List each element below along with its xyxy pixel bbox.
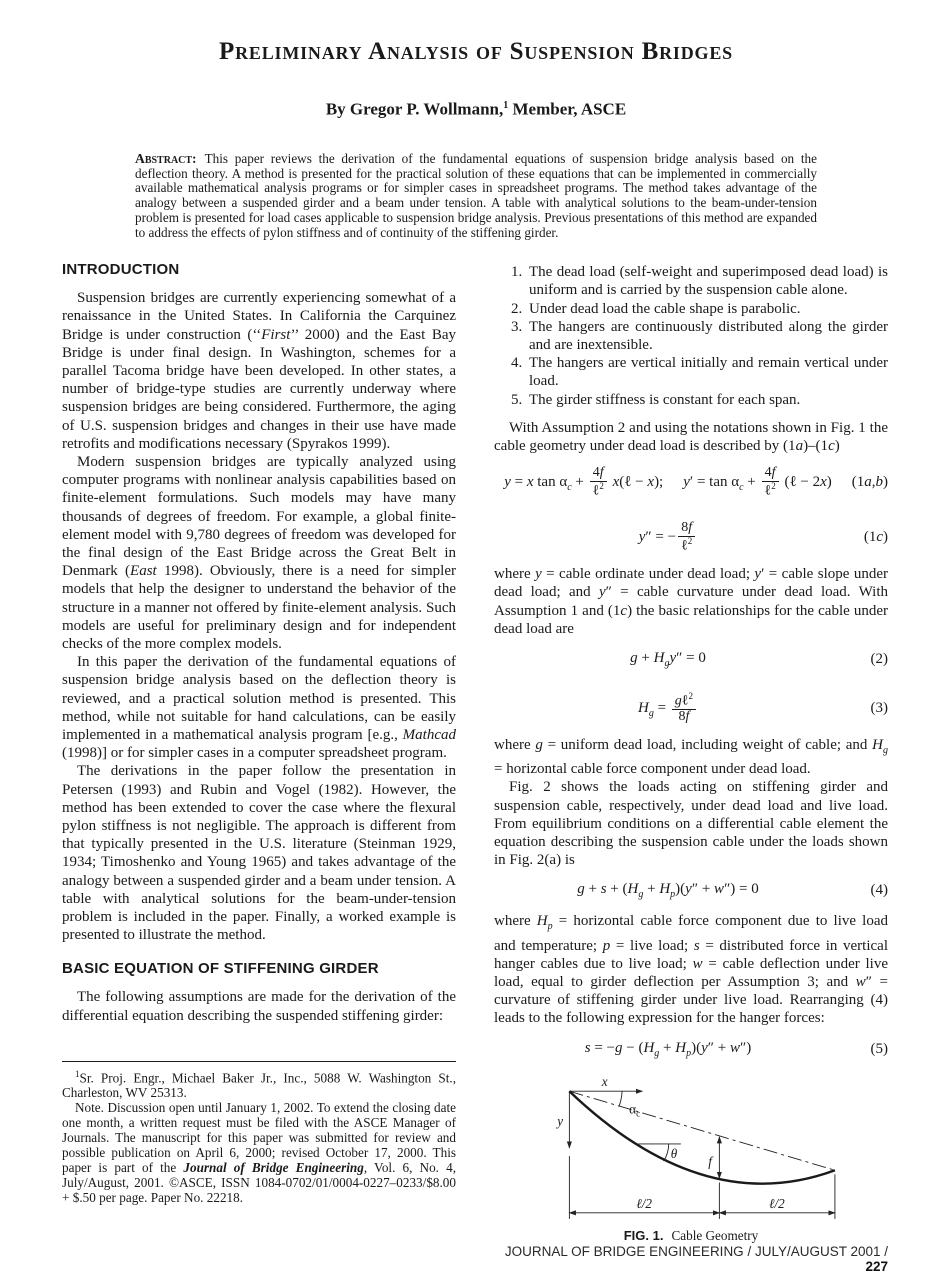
assumption-item-1: 1. The dead load (self-weight and superimposed dead load) is uniform and is carried by the suspension cable alone. — [526, 263, 888, 299]
assumption-item-4: 4. The hangers are vertical initially and remain vertical under load. — [526, 354, 888, 390]
figure-1 — [494, 1075, 888, 1244]
equation-1ab-body: y = x $\tan \alpha_c$ + 4f ℓ$^2$ x(ℓ − x); $y' = \tan \alpha_c$ + 4f ℓ$^2$ (ℓ − 2x) — [504, 465, 832, 499]
journal-footer-text: JOURNAL OF BRIDGE ENGINEERING / JULY/AUGUST 2001 / — [504, 1243, 888, 1259]
alpha-angle-arc — [619, 1091, 622, 1106]
equation-4 — [494, 880, 888, 901]
assumptions-list — [494, 263, 888, 409]
cable-geometry-diagram — [526, 1075, 856, 1225]
paragraph-where-hp: where $H_p$ = horizontal cable force component due to live load and temperature; p = live load; s = distributed force in vertical hanger cables due to live load; w = cable deflection under live load, equal to girder deflection per Assumption 3; and w″ = curvature of stiffening girder under live load. Rearranging (4) leads to the following expression for the hanger forces: — [494, 913, 889, 1027]
equation-3-number: (3) — [870, 700, 888, 717]
footnote-block — [62, 1061, 456, 1205]
equation-4-body: $g + s + (H_g + H_p)(y'' + w'') = 0$ — [577, 881, 759, 901]
figure-1-caption — [494, 1228, 888, 1244]
half-span-left-label: ℓ/2 — [636, 1195, 652, 1211]
equation-1ab — [494, 466, 888, 499]
equation-2-number: (2) — [870, 651, 888, 667]
section-heading-introduction: INTRODUCTION — [62, 261, 180, 279]
right-column — [494, 261, 889, 1274]
paragraph-where-g: where g = uniform dead load, including weight of cable; and $H_g$ = horizontal cable force component under dead load. — [494, 737, 888, 778]
equation-5 — [494, 1039, 888, 1060]
left-column — [62, 261, 456, 1205]
abstract-block — [135, 152, 817, 241]
figure-1-caption-text: Cable Geometry — [671, 1227, 759, 1243]
cable-chord-line — [569, 1091, 835, 1170]
page-number: 227 — [865, 1258, 888, 1274]
intro-paragraph-3: In this paper the derivation of the fundamental equations of suspension bridge analysis based on the deflection theory is reviewed, and a practical solution method is presented. This method, while not suitable for hand calculations, can be easily implemented in a mathematical analysis program [e.g., Mathcad (1998)] or for simpler cases in a computer spreadsheet program. — [62, 654, 456, 762]
abstract-label: Abstract: — [135, 150, 197, 166]
equation-1c — [494, 521, 888, 554]
paragraph-where-y: where y = cable ordinate under dead load; y′ = cable slope under dead load; and y″ = cable curvature under dead load. With Assumption 1 and (1c) the basic relationships for the cable under dead load are — [494, 566, 888, 637]
journal-footer — [494, 1244, 888, 1277]
two-column-body — [62, 261, 890, 1274]
equation-2-body: $g + H_gy'' = 0$ — [630, 650, 706, 669]
equation-3 — [494, 692, 888, 725]
equation-4-number: (4) — [870, 882, 888, 899]
alpha-c-label: $\alpha_c$ — [629, 1101, 641, 1119]
section-heading-basic-equation: BASIC EQUATION OF STIFFENING GIRDER — [62, 960, 379, 978]
equation-2 — [494, 649, 888, 670]
equation-3-body: $H_g$ = gℓ$^2$ 8f — [494, 692, 842, 725]
abstract-text: This paper reviews the derivation of the fundamental equations of suspension bridge analysis based on the deflection theory. A method is presented for the practical solution of these equations that can be implemented in commercially available mathematical analysis programs or for simpler cases in spreadsheet programs. The method takes advantage of the analogy between a suspended girder and a beam under tension. A table with analytical solutions to the beam-under-tension problem is presented for load cases applicable to suspension bridge analysis. Previous presentations of this method are expanded to address the effects of pylon stiffness and of continuity of the stiffening girder. — [135, 150, 817, 241]
footnote-note: Note. Discussion open until January 1, 2002. To extend the closing date one month, a written request must be filed with the ASCE Manager of Journals. The manuscript for this paper was submitted for review and possible publication on April 6, 2000; revised October 17, 2000. This paper is part of the Journal of Bridge Engineering, Vol. 6, No. 4, July/August, 2001. ©ASCE, ISSN 1084-0702/01/0004-0227–0233/$8.00 + $.50 per page. Paper No. 22218. — [62, 1100, 456, 1206]
sag-label: f — [708, 1153, 712, 1169]
equation-1c-number: (1c) — [863, 529, 888, 546]
paragraph-with-assumption-2: With Assumption 2 and using the notations shown in Fig. 1 the cable geometry under dead load is described by (1a)–(1c) — [494, 419, 888, 454]
theta-label: θ — [670, 1145, 678, 1161]
intro-paragraph-4: The derivations in the paper follow the presentation in Petersen (1993) and Rubin and Vogel (1982). However, the method has been extended to cover the case where the flexural pylon stiffness is not negligible. The approach is different from that typically presented in the U.S. literature (Steinman 1929, 1934; Timoshenko and Young 1965) and takes advantage of the analogy between a suspended girder and a beam under tension. A table with analytical solutions for the beam-under-tension problem is included in the paper. Finally, a worked example is presented to illustrate the method. — [62, 763, 456, 944]
footnote-affiliation: $^1$Sr. Proj. Engr., Michael Baker Jr., Inc., 5088 W. Washington St., Charleston, WV 25313. — [62, 1068, 456, 1101]
author-byline: By Gregor P. Wollmann,$^1$ Member, ASCE — [325, 99, 627, 119]
equation-1ab-number: (1a,b) — [851, 474, 888, 491]
x-axis-label: x — [601, 1073, 608, 1089]
assumption-item-3: 3. The hangers are continuously distributed along the girder and are inextensible. — [526, 318, 888, 354]
assumption-item-5: 5. The girder stiffness is constant for each span. — [526, 391, 888, 409]
paragraph-fig2: Fig. 2 shows the loads acting on stiffening girder and suspension cable, respectively, under dead load and live load. From equilibrium conditions on a differential cable element the equation describing the suspension cable under the loads shown in Fig. 2(a) is — [494, 779, 888, 869]
assumption-item-2: 2. Under dead load the cable shape is parabolic. — [526, 300, 888, 318]
cable-curve — [569, 1091, 835, 1183]
paper-title: Preliminary Analysis of Suspension Bridges — [219, 38, 733, 65]
basic-equation-paragraph: The following assumptions are made for the derivation of the differential equation describing the suspended stiffening girder: — [62, 989, 456, 1024]
y-axis-label: y — [557, 1113, 564, 1129]
half-span-right-label: ℓ/2 — [769, 1195, 785, 1211]
equation-5-body: $s = -g - (H_g + H_p)(y'' + w'')$ — [584, 1039, 752, 1059]
figure-1-caption-label: FIG. 1. — [623, 1227, 664, 1243]
equation-1c-body: y″ = − 8f ℓ$^2$ — [494, 521, 842, 554]
equation-5-number: (5) — [870, 1040, 888, 1057]
intro-paragraph-2: Modern suspension bridges are typically analyzed using computer programs with nonlinear analysis capabilities based on finite-element formulations. Such models may have many thousands of degrees of freedom. For example, a global finite-element model with 9,780 degrees of freedom was developed for the final design of the East Bridge across the Great Belt in Denmark (East 1998). Obviously, there is a need for simpler models that help the designer to understand the behavior of the structure in a manner not offered by finite-element analysis. Such models are useful for preliminary design and for independent checks of the more complex models. — [62, 453, 457, 652]
intro-paragraph-1: Suspension bridges are currently experiencing somewhat of a renaissance in the United States. In California the Carquinez Bridge is under construction (‘‘First’’ 2000) and the East Bay Bridge is under final design. In Washington, schemes for a parallel Tacoma bridge have been developed. In other states, a number of bridge-type studies are currently underway where suspension bridges are being considered. Furthermore, the aging of U.S. suspension bridges and changes in their use have made retrofits and modifications necessary (Spyrakos 1999). — [62, 290, 456, 452]
